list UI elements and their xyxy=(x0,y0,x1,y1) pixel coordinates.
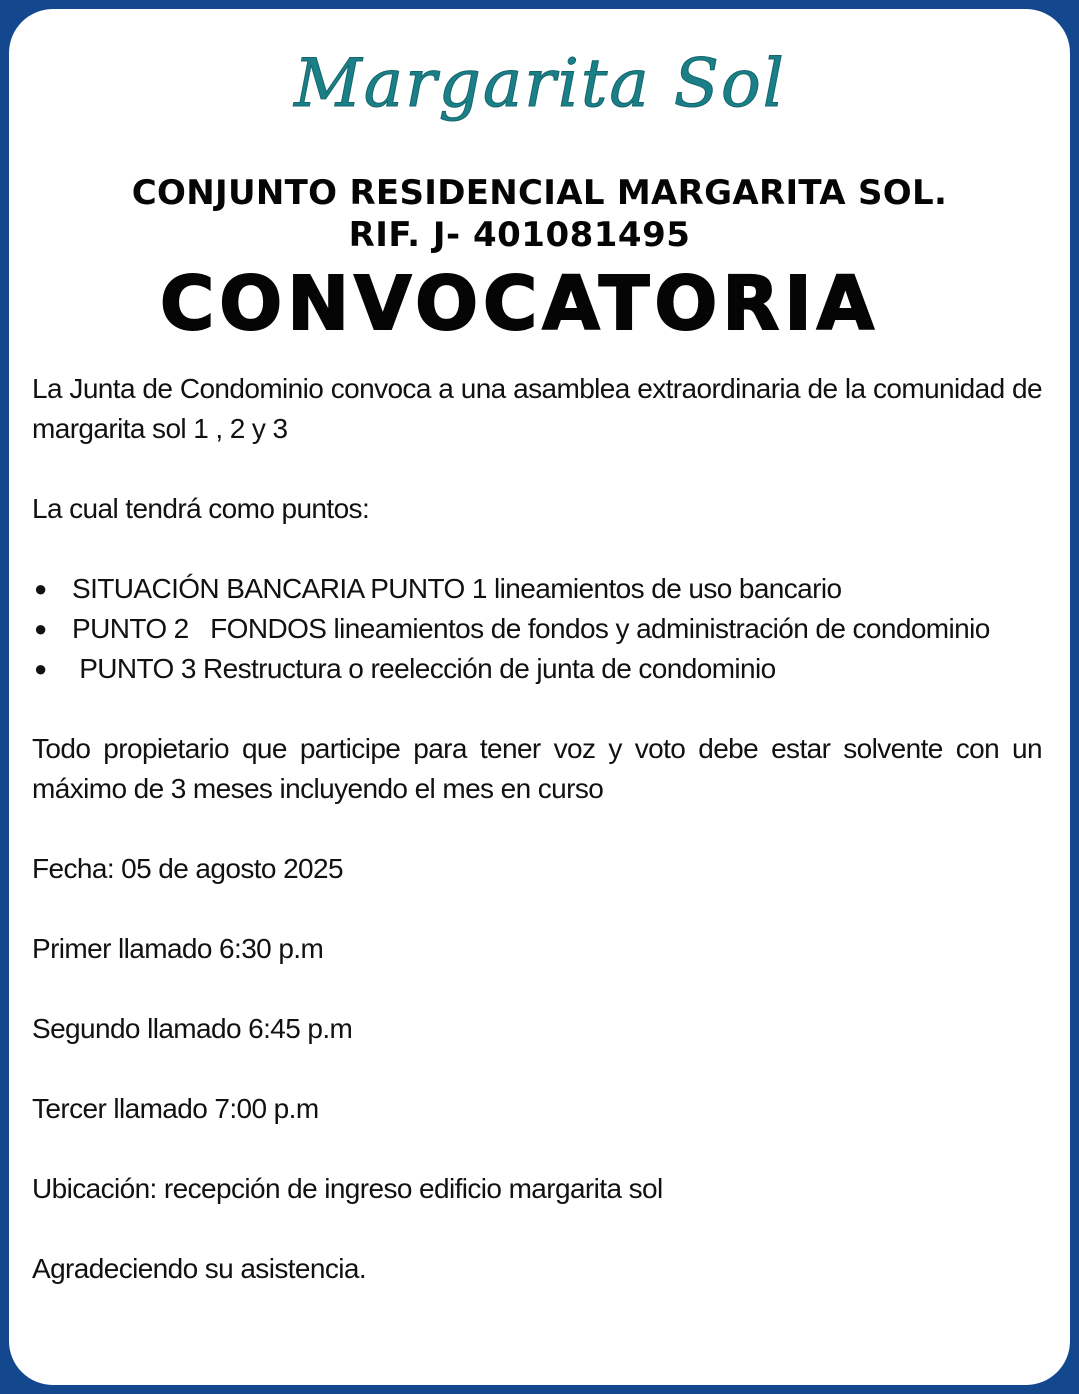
list-item: ● PUNTO 3 Restructura o reelección de junta de condominio xyxy=(32,649,1042,689)
org-name: CONJUNTO RESIDENCIAL MARGARITA SOL. xyxy=(131,173,948,213)
list-item: ● SITUACIÓN BANCARIA PUNTO 1 lineamientos de uso bancario xyxy=(32,569,1042,609)
first-call: Primer llamado 6:30 p.m xyxy=(32,933,324,964)
svg-text:Margarita Sol: Margarita Sol xyxy=(294,45,786,122)
second-call: Segundo llamado 6:45 p.m xyxy=(32,1013,353,1044)
notice-title: CONVOCATORIA xyxy=(159,261,880,347)
requirement-paragraph: Todo propietario que participe para tener voz y voto debe estar solvente con un máximo de 3 meses incluyendo el mes en curso xyxy=(32,733,1042,804)
margarita-sol-logo xyxy=(9,31,1070,141)
meeting-location: Ubicación: recepción de ingreso edificio margarita sol xyxy=(32,1173,663,1204)
third-call: Tercer llamado 7:00 p.m xyxy=(32,1093,319,1124)
list-item: ● PUNTO 2 FONDOS lineamientos de fondos y administración de condominio xyxy=(32,609,1042,649)
bullet-icon: ● xyxy=(34,576,47,601)
points-intro: La cual tendrá como puntos: xyxy=(32,493,370,524)
notice-body xyxy=(32,369,1042,1289)
bullet-icon: ● xyxy=(34,616,47,641)
intro-paragraph: La Junta de Condominio convoca a una asamblea extraordinaria de la comunidad de margarita sol 1 , 2 y 3 xyxy=(32,373,1042,444)
org-rif: RIF. J- 401081495 xyxy=(348,215,691,255)
points-list xyxy=(32,569,1042,689)
meeting-date: Fecha: 05 de agosto 2025 xyxy=(32,853,343,884)
closing-line: Agradeciendo su asistencia. xyxy=(32,1253,367,1284)
bullet-icon: ● xyxy=(34,656,47,681)
notice-card xyxy=(9,9,1070,1385)
